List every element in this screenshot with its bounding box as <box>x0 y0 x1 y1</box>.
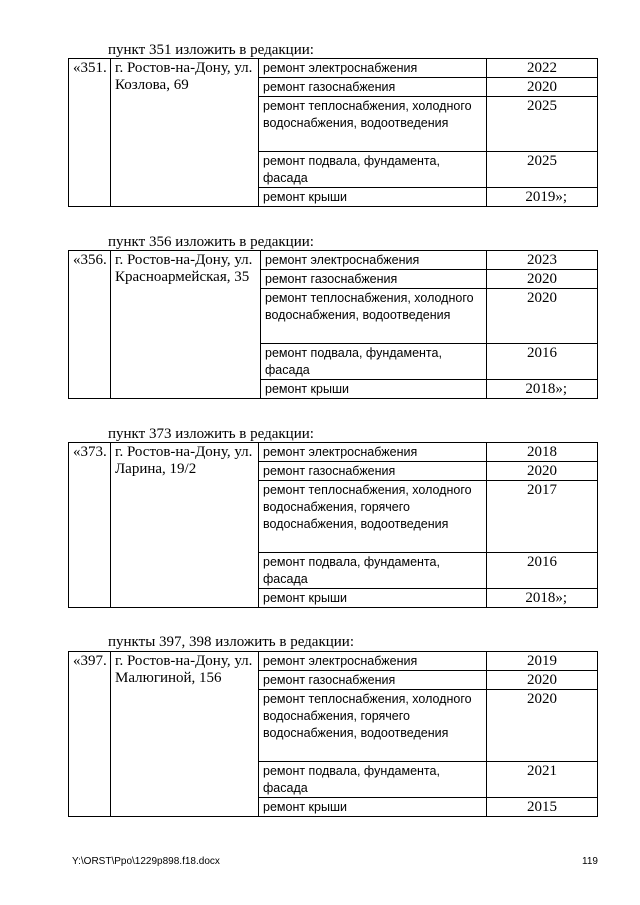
work-type: ремонт теплоснабжения, холодного водоснабжения, водоотведения <box>261 289 487 344</box>
work-year: 2019 <box>487 652 598 671</box>
work-year: 2020 <box>487 270 598 289</box>
work-year: 2015 <box>487 798 598 817</box>
section-heading: пункт 356 изложить в редакции: <box>108 234 314 250</box>
section-heading: пункт 373 изложить в редакции: <box>108 426 314 442</box>
work-year: 2019»; <box>487 188 598 207</box>
work-year: 2021 <box>487 762 598 798</box>
work-type: ремонт теплоснабжения, холодного водоснабжения, горячего водоснабжения, водоотведения <box>259 481 487 553</box>
work-type: ремонт крыши <box>259 798 487 817</box>
item-number: «356. <box>69 251 111 399</box>
work-type: ремонт газоснабжения <box>261 270 487 289</box>
table-row <box>69 59 598 78</box>
item-number: «397. <box>69 652 111 817</box>
item-address: г. Ростов-на-Дону, ул. Малюгиной, 156 <box>111 652 259 817</box>
footer-file-path: Y:\ORST\Ppo\1229p898.f18.docx <box>72 856 220 867</box>
work-type: ремонт электроснабжения <box>261 251 487 270</box>
section-heading: пункты 397, 398 изложить в редакции: <box>108 634 354 650</box>
work-year: 2020 <box>487 671 598 690</box>
table-row <box>69 251 598 270</box>
work-year: 2025 <box>487 152 598 188</box>
item-address: г. Ростов-на-Дону, ул. Ларина, 19/2 <box>111 443 259 608</box>
item-address: г. Ростов-на-Дону, ул. Красноармейская, 35 <box>111 251 261 399</box>
work-year: 2023 <box>487 251 598 270</box>
work-type: ремонт подвала, фундамента, фасада <box>259 553 487 589</box>
work-type: ремонт подвала, фундамента, фасада <box>259 762 487 798</box>
work-type: ремонт крыши <box>261 380 487 399</box>
work-year: 2022 <box>487 59 598 78</box>
item-number: «373. <box>69 443 111 608</box>
amendment-table <box>68 442 598 608</box>
work-type: ремонт газоснабжения <box>259 671 487 690</box>
work-year: 2018»; <box>487 380 598 399</box>
work-year: 2020 <box>487 289 598 344</box>
work-year: 2020 <box>487 690 598 762</box>
work-type: ремонт электроснабжения <box>259 443 487 462</box>
page-number: 119 <box>582 856 598 867</box>
work-year: 2020 <box>487 78 598 97</box>
work-type: ремонт подвала, фундамента, фасада <box>259 152 487 188</box>
amendment-table <box>68 651 598 817</box>
work-type: ремонт газоснабжения <box>259 462 487 481</box>
item-address: г. Ростов-на-Дону, ул. Козлова, 69 <box>111 59 259 207</box>
work-year: 2018 <box>487 443 598 462</box>
work-type: ремонт газоснабжения <box>259 78 487 97</box>
work-type: ремонт крыши <box>259 589 487 608</box>
work-type: ремонт подвала, фундамента, фасада <box>261 344 487 380</box>
work-type: ремонт электроснабжения <box>259 652 487 671</box>
work-type: ремонт электроснабжения <box>259 59 487 78</box>
work-type: ремонт теплоснабжения, холодного водоснабжения, водоотведения <box>259 97 487 152</box>
work-year: 2025 <box>487 97 598 152</box>
work-year: 2016 <box>487 344 598 380</box>
work-type: ремонт теплоснабжения, холодного водоснабжения, горячего водоснабжения, водоотведения <box>259 690 487 762</box>
amendment-table <box>68 58 598 207</box>
section-heading: пункт 351 изложить в редакции: <box>108 42 314 58</box>
work-year: 2018»; <box>487 589 598 608</box>
work-year: 2017 <box>487 481 598 553</box>
work-year: 2016 <box>487 553 598 589</box>
item-number: «351. <box>69 59 111 207</box>
work-year: 2020 <box>487 462 598 481</box>
table-row <box>69 652 598 671</box>
amendment-table <box>68 250 598 399</box>
work-type: ремонт крыши <box>259 188 487 207</box>
table-row <box>69 443 598 462</box>
